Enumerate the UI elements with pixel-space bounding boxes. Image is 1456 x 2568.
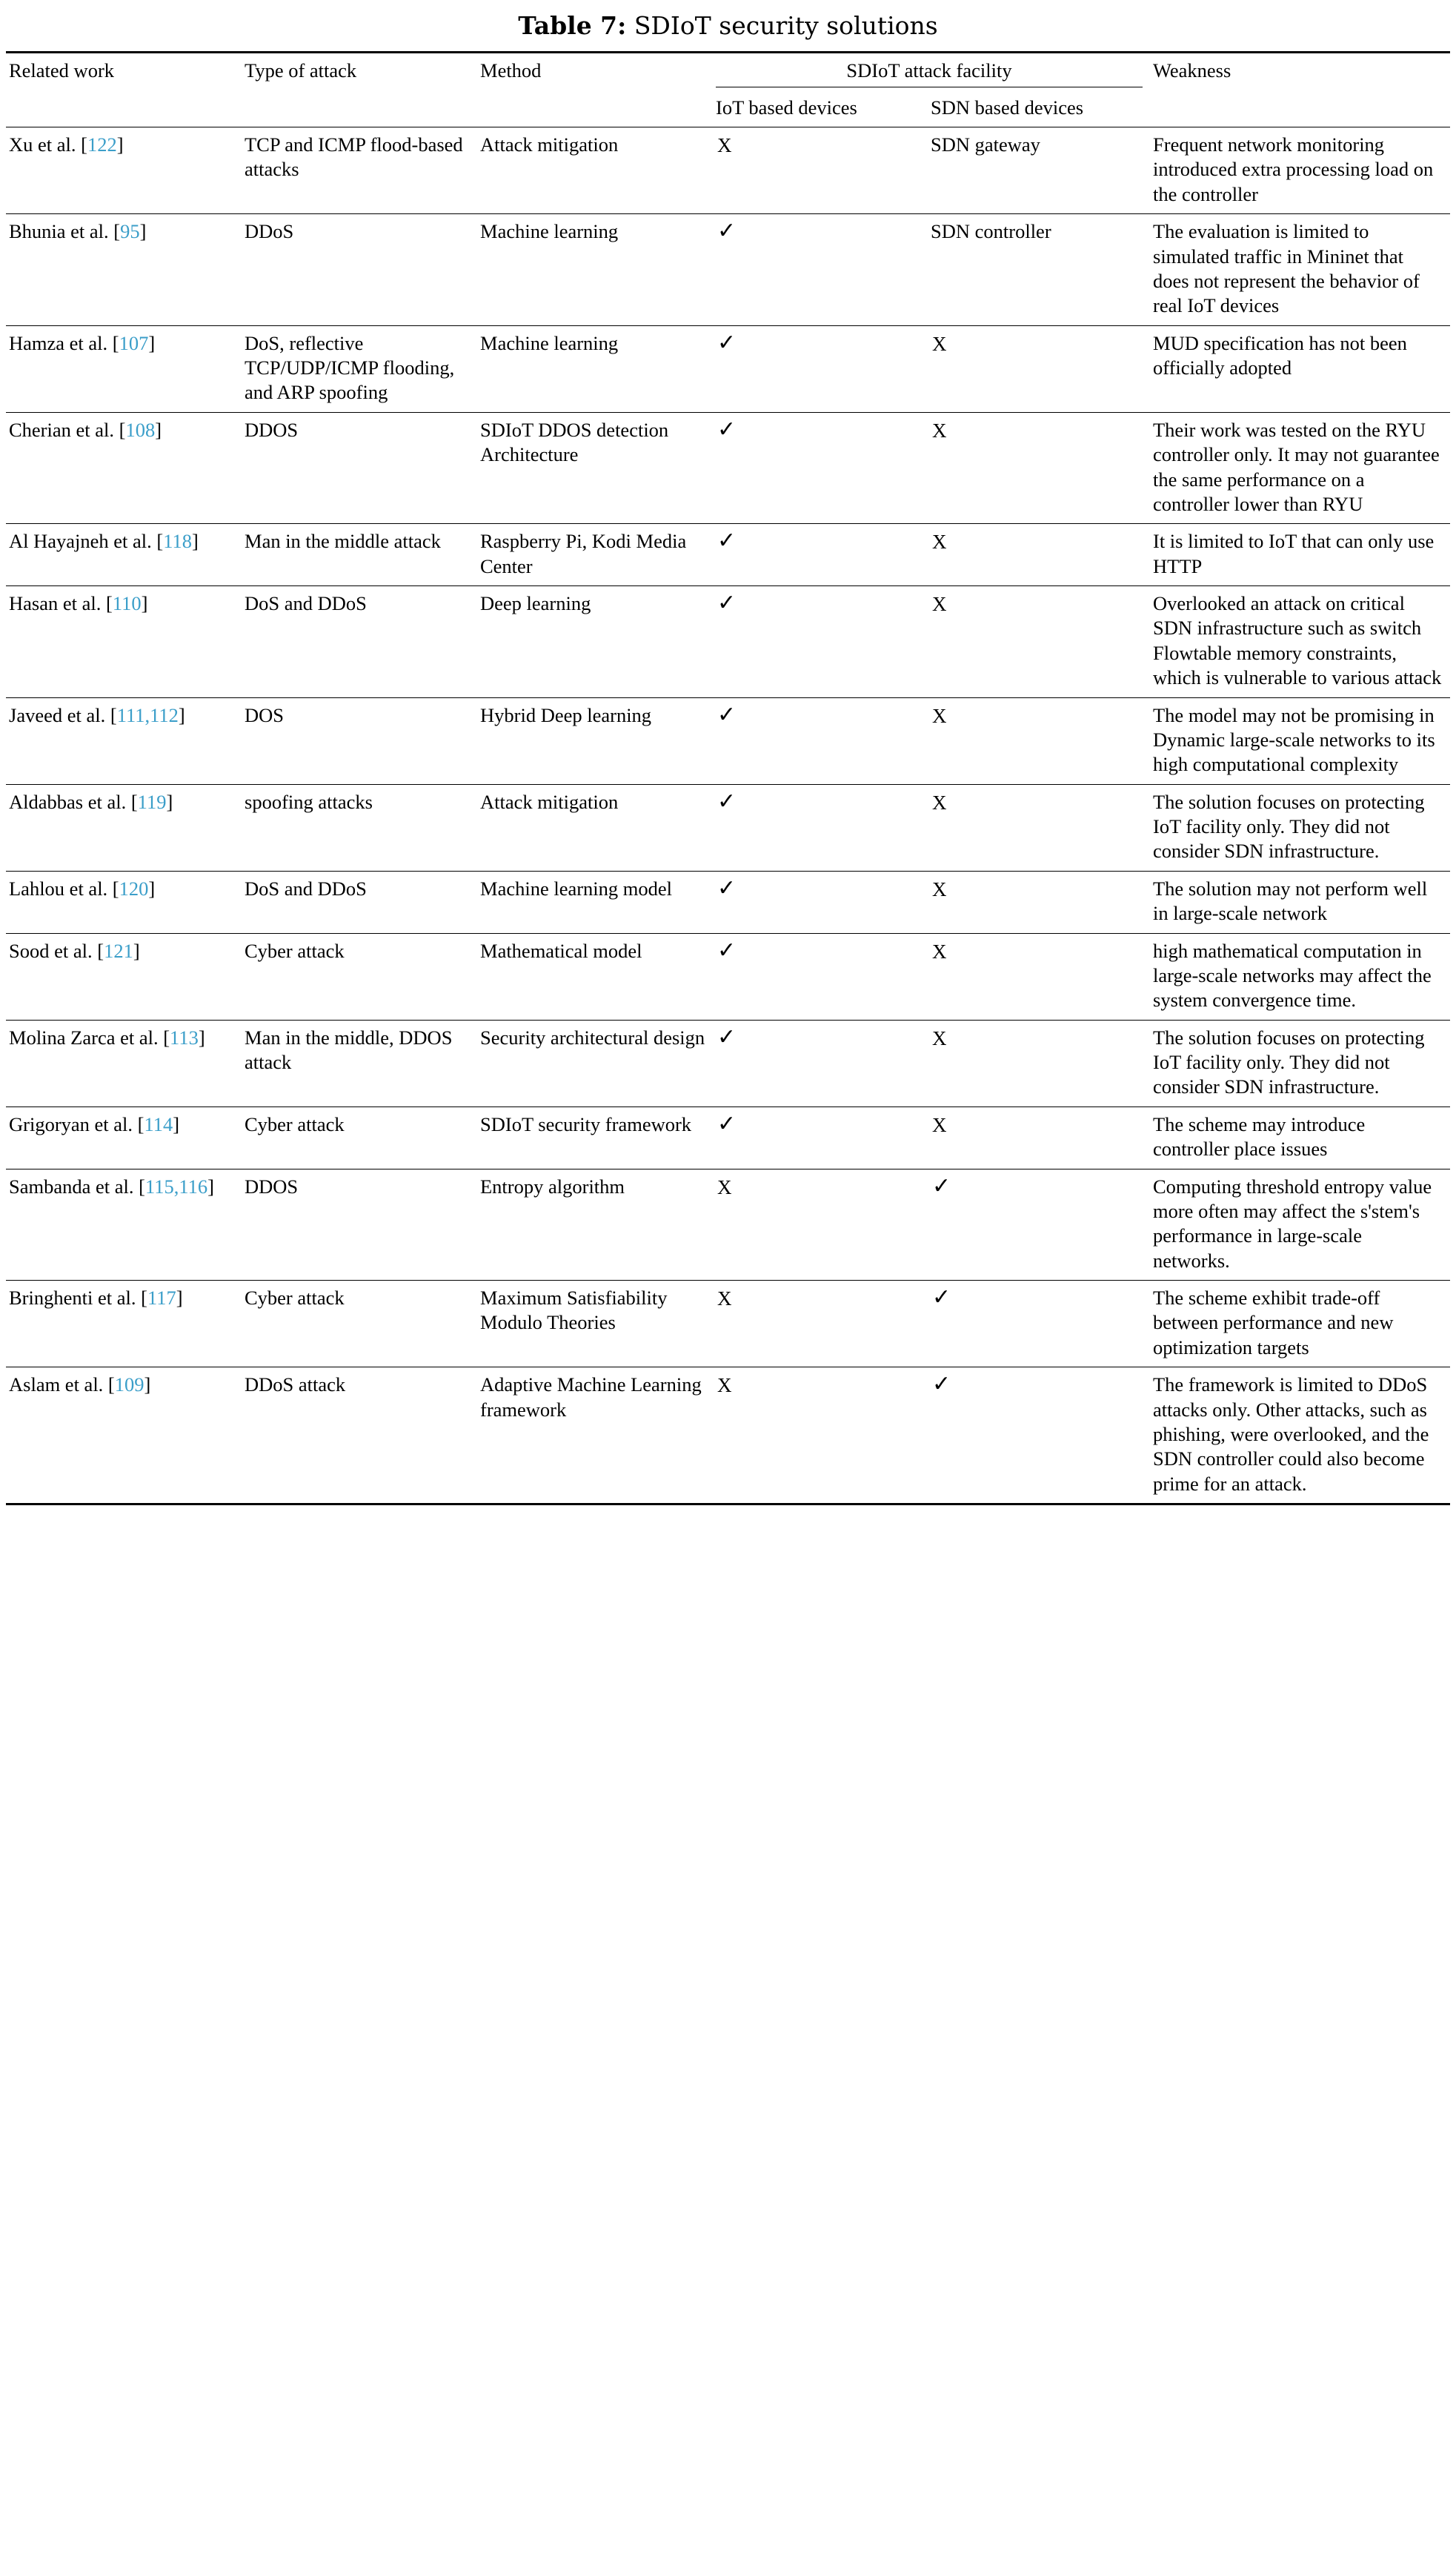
cell-weakness: The scheme exhibit trade-off between performance and new optimization targets [1150,1281,1450,1367]
cell-weakness: MUD specification has not been officially adopted [1150,325,1450,412]
citation-link[interactable]: 113 [170,1026,199,1049]
table-row [6,214,1450,326]
cell-type-of-attack: DDOS [242,1169,477,1281]
related-work-bracket: ] [155,418,162,441]
related-work-bracket: ] [133,939,140,962]
cell-sdn-based-devices [928,1281,1150,1367]
cell-related-work [6,933,242,1020]
sdiot-security-solutions-table [6,51,1450,1505]
header-method: Method [477,53,713,90]
check-icon: ✓ [717,702,737,727]
table-row [6,1281,1450,1367]
cell-weakness: The solution focuses on protecting IoT facility only. They did not consider SDN infrastructure. [1150,1020,1450,1107]
cell-related-work [6,524,242,586]
related-work-text: Lahlou et al. [ [9,877,119,900]
check-icon: ✓ [717,591,737,615]
cell-related-work [6,871,242,933]
header-type-of-attack: Type of attack [242,53,477,90]
cell-iot-based-devices [713,412,928,524]
related-work-bracket: ] [116,133,124,156]
subheader-blank-3 [477,90,713,127]
header-related-work: Related work [6,53,242,90]
cell-type-of-attack: Cyber attack [242,933,477,1020]
header-attack-facility-group [713,53,1150,90]
cell-weakness: Overlooked an attack on critical SDN infrastructure such as switch Flowtable memory constraints, which is vulnerable to various attack [1150,586,1450,698]
related-work-text: Aldabbas et al. [ [9,790,138,813]
related-work-text: Aslam et al. [ [9,1373,115,1396]
related-work-text: Sambanda et al. [ [9,1175,145,1198]
cell-iot-based-devices [713,524,928,586]
table-row [6,1107,1450,1169]
subheader-blank-4 [1150,90,1450,127]
citation-link[interactable]: 108 [125,418,156,441]
cross-mark: X [717,1374,732,1397]
cell-method: SDIoT security framework [477,1107,713,1169]
citation-link[interactable]: 117 [147,1287,176,1309]
bottom-rule-cell [6,1504,242,1506]
related-work-bracket: ] [173,1112,180,1135]
cross-mark: X [932,419,947,442]
cell-related-work [6,1281,242,1367]
cell-method: Hybrid Deep learning [477,697,713,784]
check-icon: ✓ [717,219,737,244]
citation-link[interactable]: 111,112 [116,703,179,726]
related-work-bracket: ] [178,703,185,726]
cell-related-work [6,586,242,698]
subheader-sdn-based-devices: SDN based devices [931,96,1084,119]
cell-type-of-attack: DOS [242,697,477,784]
cell-iot-based-devices [713,1367,928,1504]
cross-mark: X [932,877,947,900]
cell-type-of-attack: DDoS [242,214,477,326]
cross-mark: X [932,1026,947,1049]
cell-sdn-based-devices [928,325,1150,412]
cell-sdn-based-devices [928,586,1150,698]
related-work-text: Bringhenti et al. [ [9,1287,147,1309]
cell-iot-based-devices [713,784,928,871]
cell-iot-based-devices [713,697,928,784]
check-icon: ✓ [717,938,737,963]
citation-link[interactable]: 114 [144,1112,173,1135]
cross-mark: X [932,593,947,615]
table-row [6,784,1450,871]
cell-iot-based-devices [713,1020,928,1107]
cell-iot-based-devices [713,1107,928,1169]
citation-link[interactable]: 107 [119,331,149,354]
header-weakness: Weakness [1150,53,1450,90]
cell-weakness: high mathematical computation in large-scale networks may affect the system convergence time. [1150,933,1450,1020]
cell-sdn-based-devices [928,933,1150,1020]
cell-sdn-based-devices [928,871,1150,933]
cell-type-of-attack: Man in the middle attack [242,524,477,586]
check-icon: ✓ [932,1173,951,1198]
cell-weakness: It is limited to IoT that can only use HTTP [1150,524,1450,586]
cell-related-work [6,1107,242,1169]
related-work-text: Molina Zarca et al. [ [9,1026,170,1049]
caption-text: SDIoT security solutions [634,11,938,40]
cell-method: Machine learning [477,325,713,412]
related-work-text: Sood et al. [ [9,939,104,962]
cell-sdn-based-devices [928,697,1150,784]
cell-related-work [6,127,242,214]
cell-iot-based-devices [713,325,928,412]
cell-iot-based-devices [713,586,928,698]
cross-mark: X [932,791,947,814]
related-work-bracket: ] [192,530,199,553]
check-icon: ✓ [717,1024,737,1049]
citation-link[interactable]: 95 [120,220,140,243]
cell-related-work [6,412,242,524]
related-work-text: Al Hayajneh et al. [ [9,530,164,553]
cell-type-of-attack: Cyber attack [242,1281,477,1367]
cell-type-of-attack: DDoS attack [242,1367,477,1504]
table-row [6,325,1450,412]
subheader-blank-2 [242,90,477,127]
cell-weakness: The evaluation is limited to simulated traffic in Mininet that does not represent the behavior of real IoT devices [1150,214,1450,326]
citation-link[interactable]: 121 [104,939,133,962]
cell-method: Machine learning [477,214,713,326]
cell-method: Adaptive Machine Learning framework [477,1367,713,1504]
bottom-rule-cell [713,1504,928,1506]
check-icon: ✓ [932,1372,951,1397]
cell-method: Attack mitigation [477,784,713,871]
cell-related-work [6,325,242,412]
header-attack-facility-label: SDIoT attack facility [716,59,1143,87]
citation-link[interactable]: 120 [119,877,149,900]
cell-type-of-attack: Cyber attack [242,1107,477,1169]
cell-related-work [6,697,242,784]
cross-mark: X [717,1175,732,1198]
table-row [6,871,1450,933]
citation-link[interactable]: 109 [114,1373,144,1396]
related-work-text: Javeed et al. [ [9,703,117,726]
check-icon: ✓ [932,1285,951,1310]
citation-link[interactable]: 118 [163,530,193,553]
cross-mark: X [932,332,947,355]
related-work-bracket: ] [176,1287,183,1309]
cell-method: Machine learning model [477,871,713,933]
cell-iot-based-devices [713,1281,928,1367]
cross-mark: X [932,940,947,963]
table-row [6,127,1450,214]
cell-type-of-attack: DoS, reflective TCP/UDP/ICMP flooding, and ARP spoofing [242,325,477,412]
table-row [6,412,1450,524]
cell-type-of-attack: DoS and DDoS [242,586,477,698]
related-work-bracket: ] [148,877,156,900]
related-work-bracket: ] [144,1373,151,1396]
cell-related-work [6,1169,242,1281]
cross-mark: X [717,134,732,156]
cell-method: Entropy algorithm [477,1169,713,1281]
cell-weakness: The solution may not perform well in large-scale network [1150,871,1450,933]
cell-weakness: Their work was tested on the RYU controller only. It may not guarantee the same performance on a controller lower than RYU [1150,412,1450,524]
cross-mark: X [932,1113,947,1136]
related-work-text: Hamza et al. [ [9,331,119,354]
cell-related-work [6,1020,242,1107]
citation-link[interactable]: 119 [137,790,167,813]
cell-method: SDIoT DDOS detection Architecture [477,412,713,524]
cell-weakness: Computing threshold entropy value more often may affect the s'stem's performance in large-scale networks. [1150,1169,1450,1281]
table-row [6,524,1450,586]
cell-type-of-attack: DoS and DDoS [242,871,477,933]
table-header-row [6,53,1450,90]
check-icon: ✓ [717,875,737,900]
related-work-text: Bhunia et al. [ [9,220,121,243]
cell-weakness: The scheme may introduce controller place issues [1150,1107,1450,1169]
cross-mark: X [717,1287,732,1310]
related-work-bracket: ] [139,220,147,243]
caption-label: Table 7: [518,11,627,40]
related-work-bracket: ] [198,1026,205,1049]
cell-iot-based-devices [713,1169,928,1281]
cell-method: Attack mitigation [477,127,713,214]
citation-link[interactable]: 122 [87,133,117,156]
cell-iot-based-devices [713,127,928,214]
cell-sdn-based-devices [928,1107,1150,1169]
cell-iot-based-devices [713,214,928,326]
check-icon: ✓ [717,417,737,442]
cross-mark: X [932,531,947,554]
related-work-bracket: ] [141,592,148,614]
cell-sdn-based-devices [928,412,1150,524]
subheader-blank-1 [6,90,242,127]
cell-type-of-attack: DDOS [242,412,477,524]
bottom-rule-cell [1150,1504,1450,1506]
table-caption [6,10,1450,41]
table-row [6,1367,1450,1504]
cell-method: Raspberry Pi, Kodi Media Center [477,524,713,586]
related-work-bracket: ] [166,790,173,813]
cross-mark: X [932,704,947,727]
table-row [6,1020,1450,1107]
cell-iot-based-devices [713,933,928,1020]
table-row [6,933,1450,1020]
cell-weakness: The framework is limited to DDoS attacks only. Other attacks, such as phishing, were overlooked, and the SDN controller could also become prime for an attack. [1150,1367,1450,1504]
citation-link[interactable]: 110 [112,592,142,614]
bottom-rule-cell [477,1504,713,1506]
table-body [6,53,1450,1505]
cell-related-work [6,214,242,326]
cell-weakness: The solution focuses on protecting IoT facility only. They did not consider SDN infrastructure. [1150,784,1450,871]
cell-sdn-based-devices [928,1169,1150,1281]
cell-sdn-based-devices: SDN gateway [928,127,1150,214]
cell-sdn-based-devices [928,524,1150,586]
related-work-bracket: ] [207,1175,214,1198]
cell-method: Deep learning [477,586,713,698]
cell-method: Security architectural design [477,1020,713,1107]
cell-type-of-attack: Man in the middle, DDOS attack [242,1020,477,1107]
check-icon: ✓ [717,330,737,355]
cell-weakness: The model may not be promising in Dynamic large-scale networks to its high computational complexity [1150,697,1450,784]
bottom-rule-cell [928,1504,1150,1506]
table-row [6,586,1450,698]
related-work-text: Xu et al. [ [9,133,87,156]
table-bottom-rule [6,1504,1450,1506]
citation-link[interactable]: 115,116 [144,1175,208,1198]
cell-sdn-based-devices: SDN controller [928,214,1150,326]
related-work-text: Cherian et al. [ [9,418,126,441]
cell-related-work [6,1367,242,1504]
related-work-bracket: ] [148,331,156,354]
cell-iot-based-devices [713,871,928,933]
subheader-iot-based-devices: IoT based devices [716,96,857,119]
cell-method: Mathematical model [477,933,713,1020]
cell-sdn-based-devices [928,784,1150,871]
check-icon: ✓ [717,528,737,554]
table-subheader-row [6,90,1450,127]
cell-type-of-attack: TCP and ICMP flood-based attacks [242,127,477,214]
cell-sdn-based-devices [928,1020,1150,1107]
related-work-text: Hasan et al. [ [9,592,113,614]
cell-method: Maximum Satisfiability Modulo Theories [477,1281,713,1367]
check-icon: ✓ [717,789,737,814]
cell-sdn-based-devices [928,1367,1150,1504]
check-icon: ✓ [717,1111,737,1136]
cell-related-work [6,784,242,871]
bottom-rule-cell [242,1504,477,1506]
related-work-text: Grigoryan et al. [ [9,1112,144,1135]
table-row [6,1169,1450,1281]
table-row [6,697,1450,784]
cell-type-of-attack: spoofing attacks [242,784,477,871]
cell-weakness: Frequent network monitoring introduced extra processing load on the controller [1150,127,1450,214]
